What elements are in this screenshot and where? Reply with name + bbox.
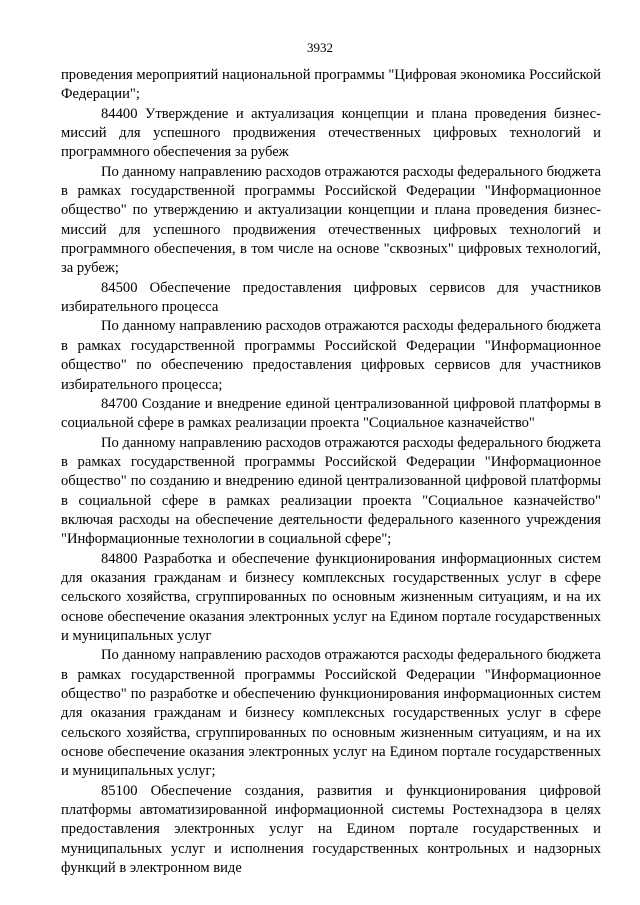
page-number: 3932 bbox=[307, 40, 333, 55]
paragraph-heading-84400: 84400 Утверждение и актуализация концепции и плана проведения бизнес-миссий для успешного продвижения отечественных цифровых технологий и программного обеспечения за рубеж bbox=[61, 105, 601, 161]
paragraph-heading-84500: 84500 Обеспечение предоставления цифровых сервисов для участников избирательного процесса bbox=[61, 279, 601, 316]
paragraph-heading-84700: 84700 Создание и внедрение единой централизованной цифровой платформы в социальной сфере в рамках реализации проекта "Социальное казначейство" bbox=[61, 395, 601, 432]
paragraph-description-84800: По данному направлению расходов отражаются расходы федерального бюджета в рамках государственной программы Российской Федерации "Информационное общество" по разработке и обеспечению функционирования информационных систем для оказания гражданам и бизнесу комплексных государственных услуг в сфере сельского хозяйства, сгруппированных по основным жизненным ситуациям, и на их основе обеспечение оказания электронных услуг на Едином портале государственных и муниципальных услуг; bbox=[61, 647, 601, 780]
paragraph-heading-85100: 85100 Обеспечение создания, развития и функционирования цифровой платформы автоматизированной информационной системы Ростехнадзора в целях предоставления электронных услуг на Едином портале государственных и муниципальных услуг и исполнения государственных контрольных и надзорных функций в электронном виде bbox=[61, 782, 601, 877]
document-body bbox=[61, 66, 601, 878]
paragraph-description-84700: По данному направлению расходов отражаются расходы федерального бюджета в рамках государственной программы Российской Федерации "Информационное общество" по созданию и внедрению единой централизованной цифровой платформы в социальной сфере в рамках реализации проекта "Социальное казначейство" включая расходы на обеспечение деятельности федерального казенного учреждения "Информационные технологии в социальной сфере"; bbox=[61, 434, 601, 548]
paragraph-continuation: проведения мероприятий национальной программы "Цифровая экономика Российской Федерации"; bbox=[61, 67, 601, 103]
paragraph-description-84400: По данному направлению расходов отражаются расходы федерального бюджета в рамках государственной программы Российской Федерации "Информационное общество" по утверждению и актуализации концепции и плана проведения бизнес-миссий для успешного продвижения отечественных цифровых технологий и программного обеспечения, в том числе на основе "сквозных" цифровых технологий, за рубеж; bbox=[61, 163, 601, 277]
paragraph-heading-84800: 84800 Разработка и обеспечение функционирования информационных систем для оказания гражданам и бизнесу комплексных государственных услуг в сфере сельского хозяйства, сгруппированных по основным жизненным ситуациям, и на их основе обеспечение оказания электронных услуг на Едином портале государственных и муниципальных услуг bbox=[61, 550, 601, 644]
paragraph-description-84500: По данному направлению расходов отражаются расходы федерального бюджета в рамках государственной программы Российской Федерации "Информационное общество" по обеспечению предоставления цифровых сервисов для участников избирательного процесса; bbox=[61, 318, 601, 393]
